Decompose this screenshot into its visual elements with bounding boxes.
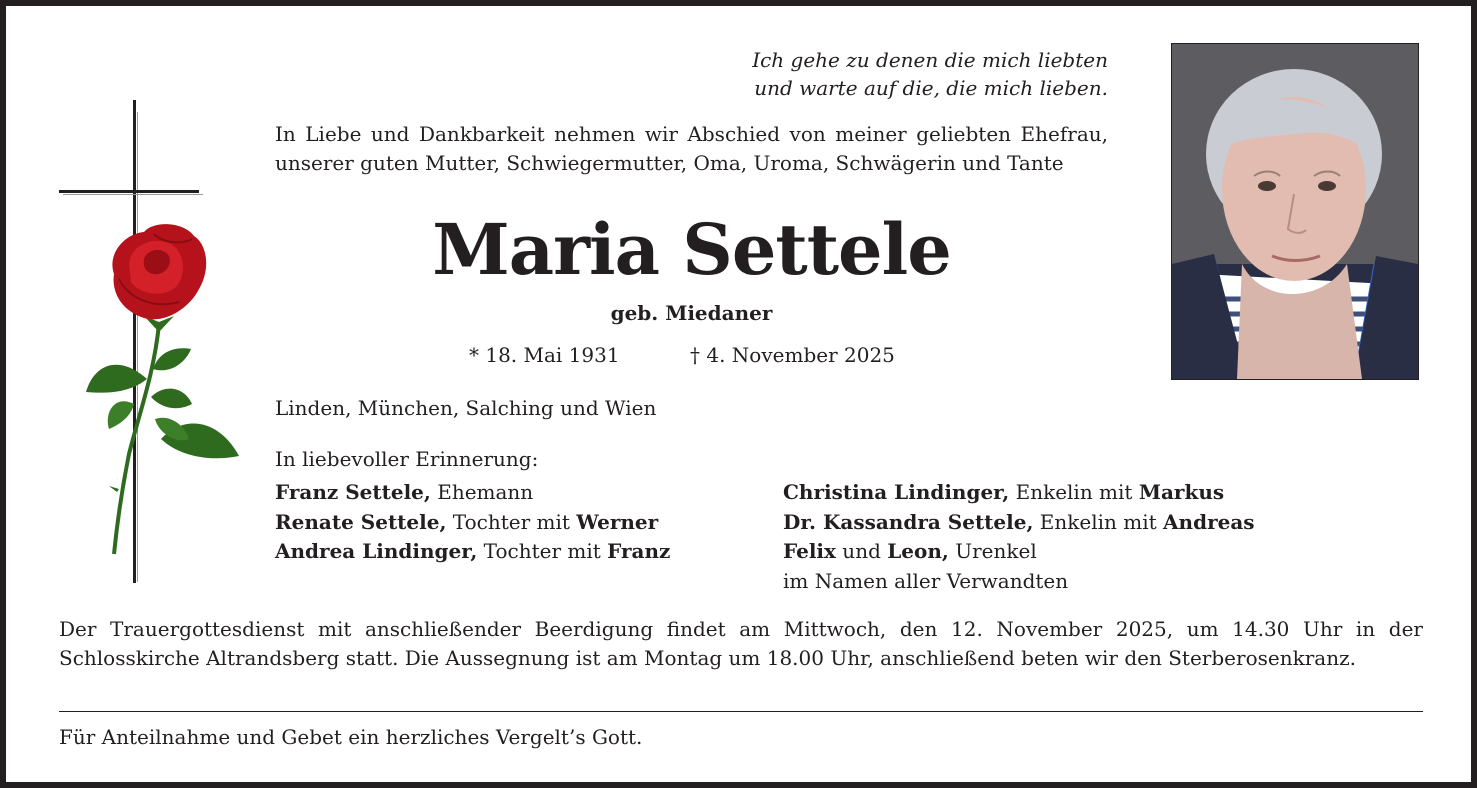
quote [546, 46, 1108, 102]
mourner-item: Franz Settele, Ehemann [275, 480, 534, 504]
relatives-line: im Namen aller Verwandten [783, 568, 1069, 593]
rose-icon [86, 224, 239, 554]
portrait-image [1172, 44, 1418, 379]
divider [59, 711, 1423, 712]
intro-text: In Liebe und Dankbarkeit nehmen wir Abschied von meiner geliebten Ehefrau, unserer guten Mutter, Schwiegermutter, Oma, Uroma, Schwägerin und Tante [275, 122, 1108, 175]
mourners-right [783, 478, 1255, 596]
cross-icon [59, 100, 203, 583]
death-date: † 4. November 2025 [690, 343, 895, 367]
mourner-item: Christina Lindinger, Enkelin mit Markus [783, 480, 1225, 504]
birth-name: geb. Miedaner [610, 301, 773, 325]
mourner-item: Dr. Kassandra Settele, Enkelin mit Andreas [783, 509, 1255, 534]
quote-line-1: Ich gehe zu denen die mich liebten [752, 48, 1108, 72]
service-text: Der Trauergottesdienst mit anschließender Beerdigung findet am Mittwoch, den 12. November 2025, um 14.30 Uhr in der Schlosskirche Altrandsberg statt. Die Aussegnung ist am Montag um 18.00 Uhr, anschließend beten wir den Sterberosenkranz. [59, 617, 1423, 670]
memory-heading: In liebevoller Erinnerung: [275, 447, 539, 471]
mourner-item: Andrea Lindinger, Tochter mit Franz [275, 539, 671, 563]
mourners-left [275, 478, 670, 567]
places: Linden, München, Salching und Wien [275, 396, 657, 420]
birth-date: * 18. Mai 1931 [469, 343, 620, 367]
mourner-item: Felix und Leon, Urenkel [783, 539, 1037, 563]
quote-line-2: und warte auf die, die mich lieben. [754, 76, 1108, 100]
thanks-text: Für Anteilnahme und Gebet ein herzliches Vergelt’s Gott. [59, 725, 643, 749]
deceased-name: Maria Settele [432, 208, 951, 291]
mourner-item: Renate Settele, Tochter mit Werner [275, 509, 659, 534]
portrait-photo [1171, 43, 1419, 380]
cross-with-rose-image [59, 94, 249, 589]
